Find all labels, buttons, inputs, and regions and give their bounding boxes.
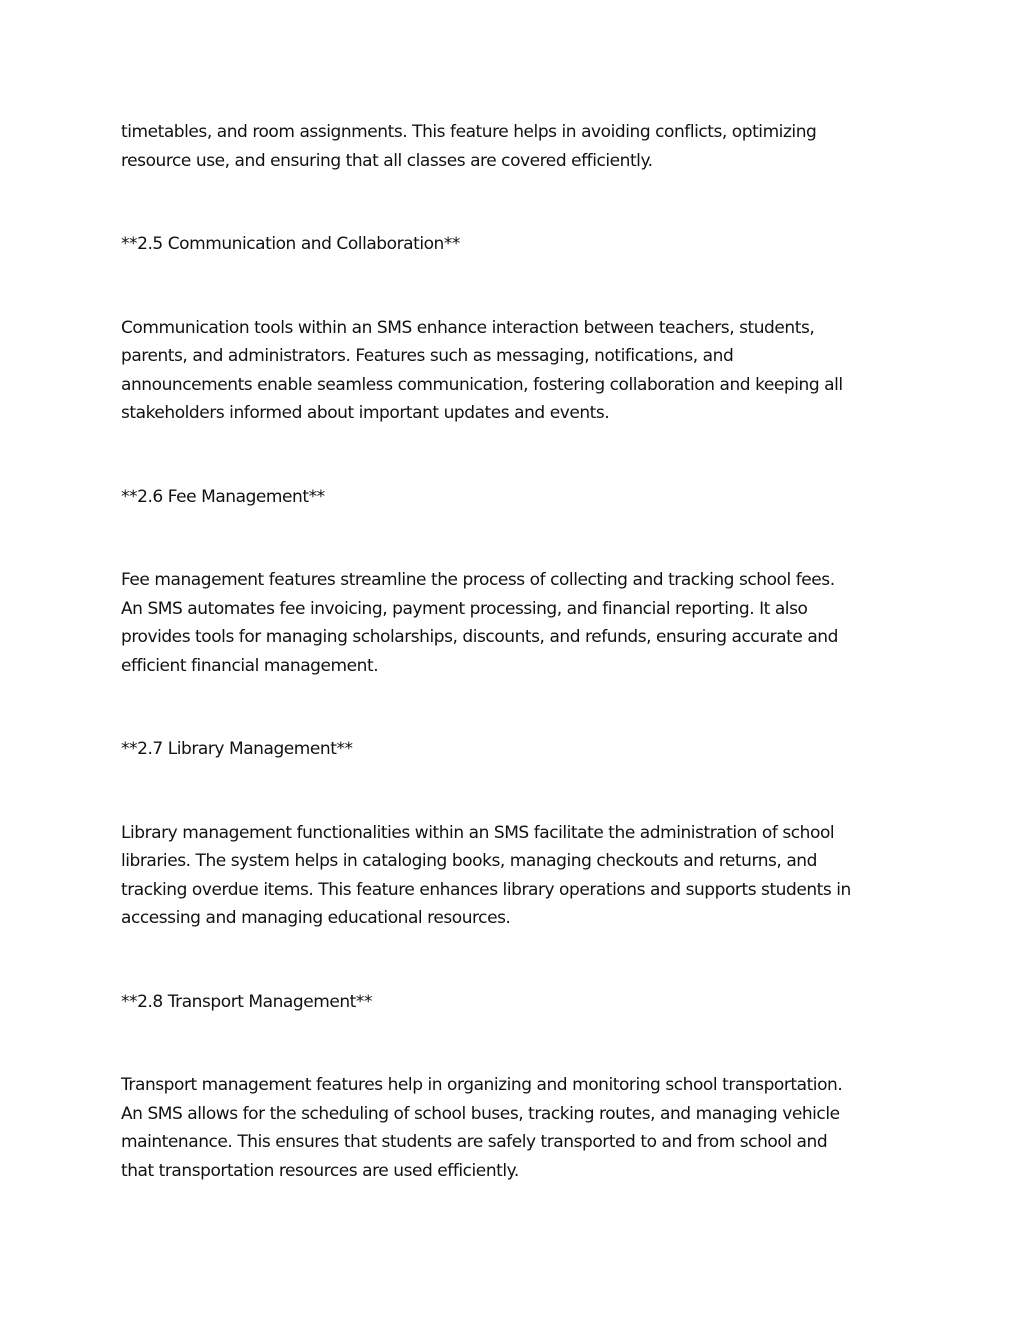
heading-text: **2.8 Transport Management** [121,991,372,1012]
paragraph-communication [121,314,911,428]
text-line: parents, and administrators. Features such as messaging, notifications, and [121,346,734,366]
text-line: efficient financial management. [121,655,379,676]
text-line: libraries. The system helps in cataloging books, managing checkouts and returns, and [121,851,817,871]
text-line: An SMS allows for the scheduling of school buses, tracking routes, and managing vehicle [121,1103,840,1124]
paragraph-fee-management [121,566,911,680]
heading-text: **2.6 Fee Management** [121,486,325,507]
text-line: resource use, and ensuring that all classes are covered efficiently. [121,150,653,171]
text-line: Library management functionalities within an SMS facilitate the administration of school [121,822,835,843]
text-line: Transport management features help in organizing and monitoring school transportation. [121,1075,843,1095]
text-line: announcements enable seamless communication, fostering collaboration and keeping all [121,374,843,395]
text-line: maintenance. This ensures that students are safely transported to and from school and [121,1132,828,1152]
section-heading-communication [121,230,911,259]
document-body [121,118,911,1185]
text-line: An SMS automates fee invoicing, payment processing, and financial reporting. It also [121,598,808,619]
text-line: provides tools for managing scholarships, discounts, and refunds, ensuring accurate and [121,627,838,647]
text-line: that transportation resources are used efficiently. [121,1160,519,1181]
section-heading-fee-management [121,483,911,512]
text-line: Communication tools within an SMS enhance interaction between teachers, students, [121,317,815,338]
text-line: tracking overdue items. This feature enhances library operations and supports students in [121,879,851,900]
paragraph-transport-management [121,1071,911,1185]
text-line: accessing and managing educational resources. [121,908,511,928]
heading-text: **2.7 Library Management** [121,739,353,759]
section-heading-transport-management [121,988,911,1017]
paragraph-scheduling-continued [121,118,911,175]
text-line: timetables, and room assignments. This feature helps in avoiding conflicts, optimizing [121,122,817,142]
text-line: stakeholders informed about important updates and events. [121,403,610,423]
section-heading-library-management [121,735,911,764]
heading-text: **2.5 Communication and Collaboration** [121,234,460,254]
paragraph-library-management [121,819,911,933]
text-line: Fee management features streamline the process of collecting and tracking school fees. [121,570,835,590]
